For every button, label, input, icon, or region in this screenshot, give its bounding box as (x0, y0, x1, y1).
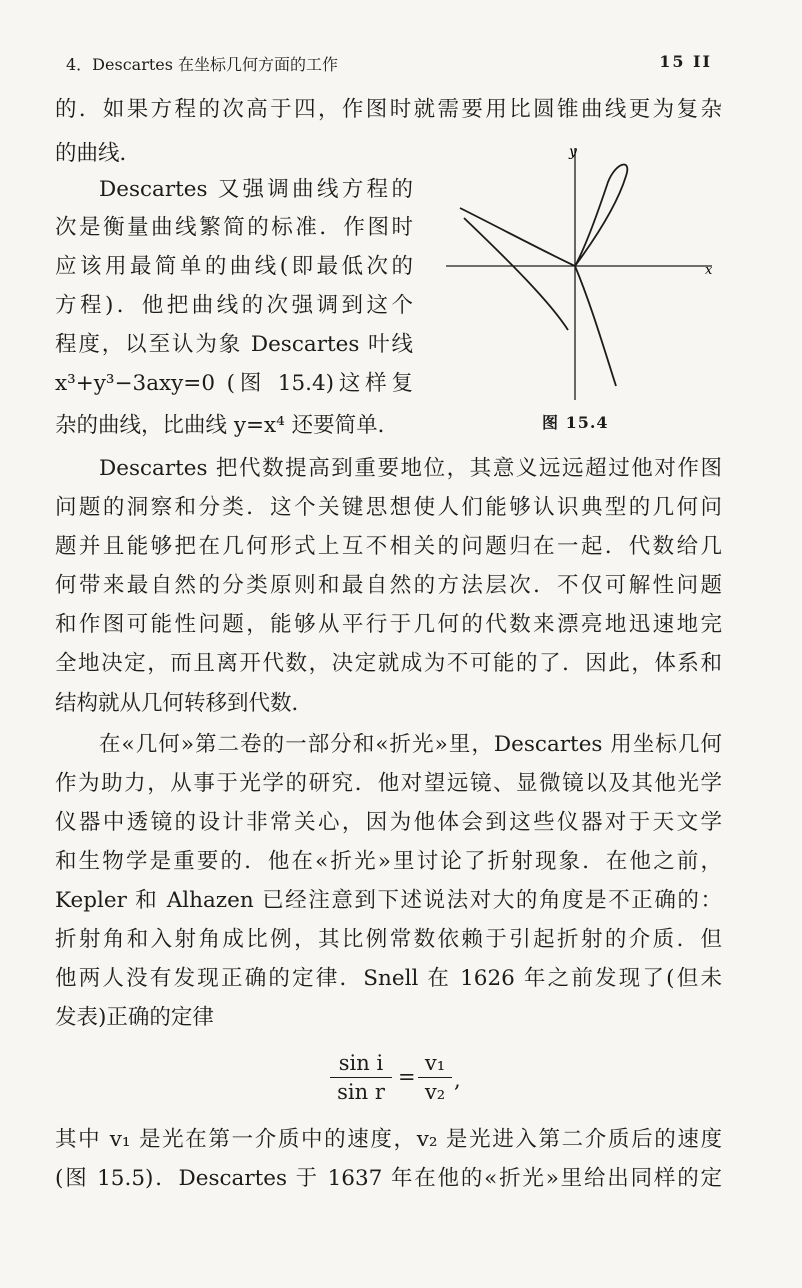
left-fraction (330, 1050, 392, 1105)
text-line: Descartes 又强调曲线方程的 (99, 177, 413, 202)
text-line: 方程)．他把曲线的次强调到这个 (55, 293, 413, 318)
numerator: sin i (338, 1051, 384, 1075)
figure-caption: 图 15.4 (542, 413, 609, 432)
text-line: 程度，以至认为象 Descartes 叶线 (55, 332, 413, 357)
page-number: 15 II (659, 52, 712, 71)
text-line: 发表)正确的定律 (55, 1005, 214, 1030)
running-header (66, 52, 712, 74)
folium-of-descartes-figure (440, 142, 720, 410)
x-axis-label: x (705, 263, 713, 278)
text-line: 他两人没有发现正确的定律．Snell 在 1626 年之前发现了(但未 (55, 966, 722, 991)
text-line: 的曲线． (55, 141, 142, 166)
denominator: v₂ (424, 1080, 446, 1104)
text-line: 的．如果方程的次高于四，作图时就需要用比圆锥曲线更为复杂 (55, 97, 722, 122)
text-line: 和生物学是重要的．他在«折光»里讨论了折射现象．在他之前， (55, 849, 722, 874)
text-line: 问题的洞察和分类．这个关键思想使人们能够认识典型的几何问 (55, 495, 722, 520)
folium-lower-branch (575, 266, 616, 386)
right-fraction (418, 1050, 452, 1105)
snell-law-formula (330, 1050, 470, 1110)
section-title: 4．Descartes 在坐标几何方面的工作 (66, 55, 339, 74)
text-line: x³+y³−3axy=0 (图 15.4)这样复 (55, 371, 413, 396)
text-line: 全地决定，而且离开代数，决定就成为不可能的了．因此，体系和 (55, 651, 722, 676)
text-line: 和作图可能性问题，能够从平行于几何的代数来漂亮地迅速地完 (55, 612, 722, 637)
numerator: v₁ (424, 1051, 446, 1075)
text-line: 结构就从几何转移到代数． (55, 691, 314, 716)
asymptote-branch (464, 218, 568, 330)
folium-loop (460, 165, 627, 266)
text-line: Descartes 把代数提高到重要地位，其意义远远超过他对作图 (99, 456, 722, 481)
y-axis-label: y (569, 144, 577, 160)
text-line: 应该用最简单的曲线(即最低次的 (55, 254, 413, 279)
equals-sign: = (398, 1065, 416, 1089)
text-line: 其中 v₁ 是光在第一介质中的速度，v₂ 是光进入第二介质后的速度 (55, 1127, 722, 1152)
text-line: 仪器中透镜的设计非常关心，因为他体会到这些仪器对于天文学 (55, 810, 722, 835)
text-line: 次是衡量曲线繁简的标准．作图时 (55, 215, 413, 240)
text-line: 何带来最自然的分类原则和最自然的方法层次．不仅可解性问题 (55, 573, 722, 598)
denominator: sin r (337, 1080, 385, 1104)
formula-comma: , (454, 1068, 461, 1092)
text-line: (图 15.5)．Descartes 于 1637 年在他的«折光»里给出同样的定 (55, 1166, 722, 1191)
text-line: 作为助力，从事于光学的研究．他对望远镜、显微镜以及其他光学 (55, 771, 722, 796)
text-line: 杂的曲线，比曲线 y=x⁴ 还要简单． (55, 413, 400, 438)
text-line: 折射角和入射角成比例，其比例常数依赖于引起折射的介质．但 (55, 927, 722, 952)
text-line: 题并且能够把在几何形式上互不相关的问题归在一起．代数给几 (55, 534, 722, 559)
text-line: 在«几何»第二卷的一部分和«折光»里，Descartes 用坐标几何 (99, 732, 722, 757)
text-line: Kepler 和 Alhazen 已经注意到下述说法对大的角度是不正确的： (55, 888, 722, 913)
